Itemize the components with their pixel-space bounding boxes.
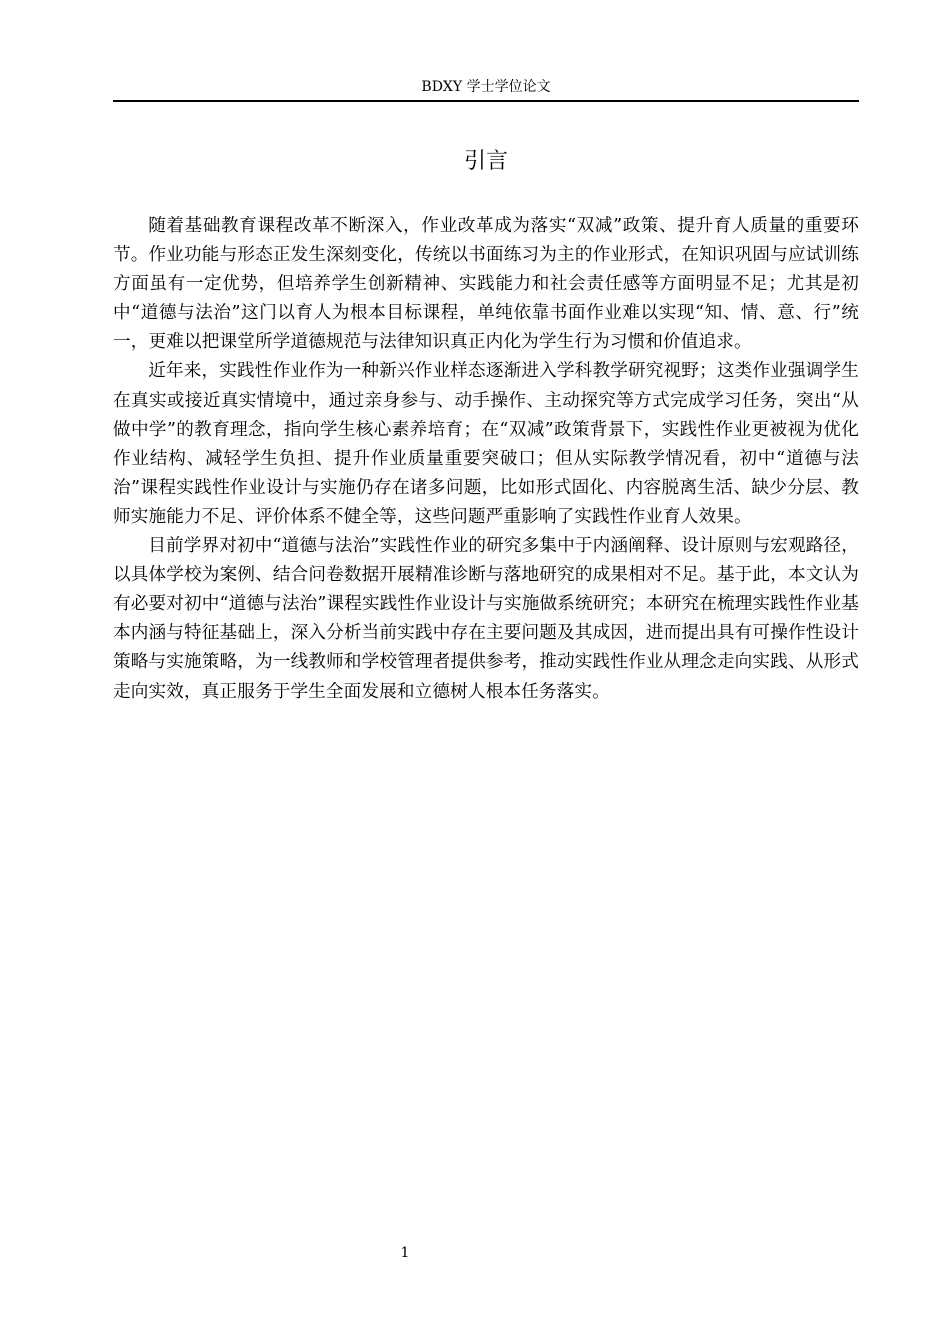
section-title: 引言 (463, 149, 508, 174)
paragraph: 近年来，实践性作业作为一种新兴作业样态逐渐进入学科教学研究视野；这类作业强调学生在真实或接近真实情境中，通过亲身参与、动手操作、主动探究等方式完成学习任务，突出“从做中学”的教育理念，指向学生核心素养培育；在“双减”政策背景下，实践性作业更被视为优化作业结构、减轻学生负担、提升作业质量重要突破口；但从实际教学情况看，初中“道德与法治”课程实践性作业设计与实施仍存在诸多问题，比如形式固化、内容脱离生活、缺少分层、教师实施能力不足、评价体系不健全等，这些问题严重影响了实践性作业育人效果。 (113, 361, 859, 527)
page-number: 1 (400, 1245, 410, 1261)
running-header: BDXY 学士学位论文 (421, 79, 551, 95)
header-rule (113, 100, 859, 102)
paragraph: 目前学界对初中“道德与法治”实践性作业的研究多集中于内涵阐释、设计原则与宏观路径，以具体学校为案例、结合问卷数据开展精准诊断与落地研究的成果相对不足。基于此，本文认为有必要对初中“道德与法治”课程实践性作业设计与实施做系统研究；本研究在梳理实践性作业基本内涵与特征基础上，深入分析当前实践中存在主要问题及其成因，进而提出具有可操作性设计策略与实施策略，为一线教师和学校管理者提供参考，推动实践性作业从理念走向实践、从形式走向实效，真正服务于学生全面发展和立德树人根本任务落实。 (113, 536, 859, 702)
paragraph: 随着基础教育课程改革不断深入，作业改革成为落实“双减”政策、提升育人质量的重要环节。作业功能与形态正发生深刻变化，传统以书面练习为主的作业形式，在知识巩固与应试训练方面虽有一定优势，但培养学生创新精神、实践能力和社会责任感等方面明显不足；尤其是初中“道德与法治”这门以育人为根本目标课程，单纯依靠书面作业难以实现“知、情、意、行”统一，更难以把课堂所学道德规范与法律知识真正内化为学生行为习惯和价值追求。 (113, 216, 859, 353)
body-text (113, 212, 859, 707)
